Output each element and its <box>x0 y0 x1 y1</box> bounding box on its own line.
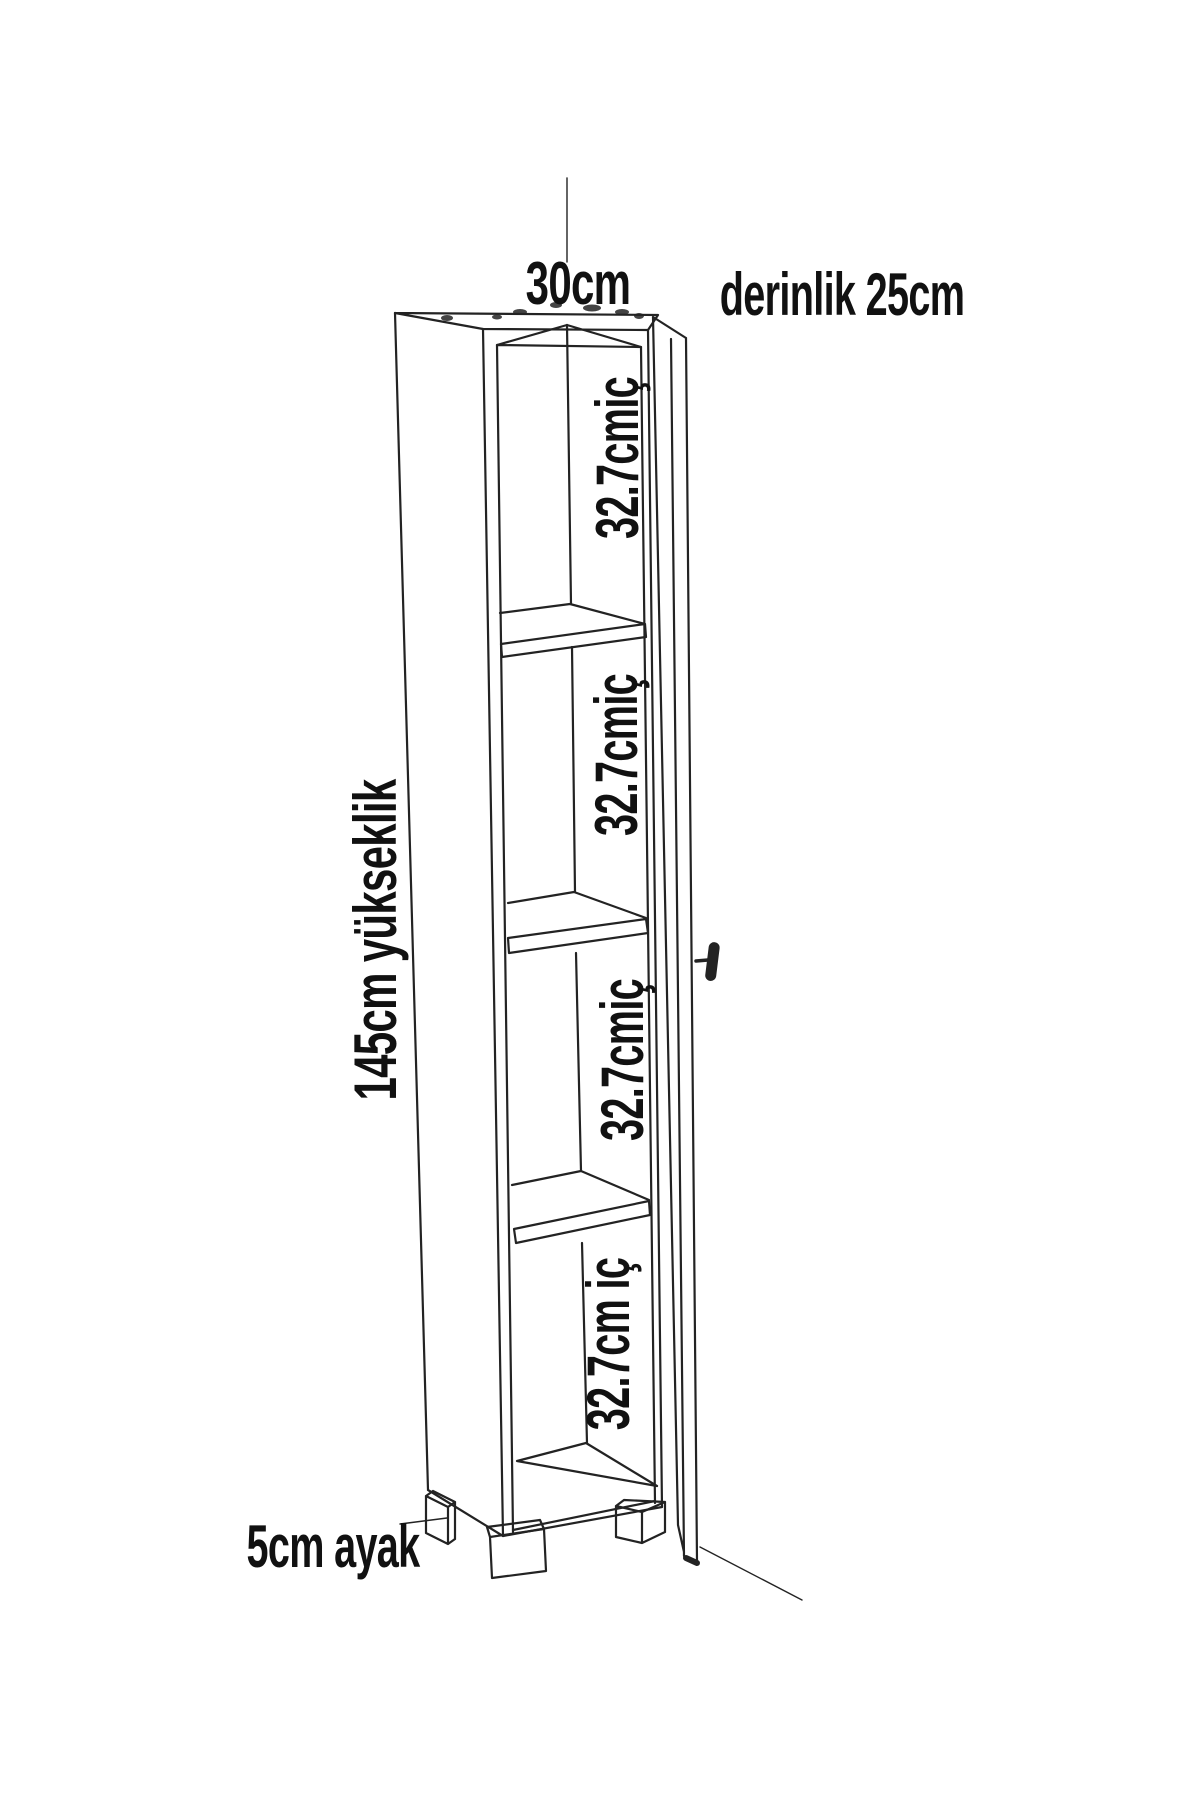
height-dimension-label: 145cm yükseklik <box>342 779 409 1101</box>
feet-dimension-label: 5cm ayak <box>246 1513 420 1580</box>
width-dimension-label: 30cm <box>525 250 631 317</box>
door-knob <box>696 942 720 982</box>
compartment-4-dimension-label: 32.7cm iç <box>575 1257 642 1431</box>
floor-line <box>700 1547 802 1600</box>
shelf-3 <box>512 1171 650 1243</box>
shelf-2 <box>508 892 648 953</box>
compartment-2-dimension-label: 32.7cmiç <box>583 673 650 837</box>
compartment-1-dimension-label: 32.7cmiç <box>584 376 651 540</box>
depth-dimension-label: derinlik 25cm <box>719 261 965 328</box>
cabinet-legs <box>426 1491 665 1578</box>
compartment-3-dimension-label: 32.7cmiç <box>589 978 656 1142</box>
